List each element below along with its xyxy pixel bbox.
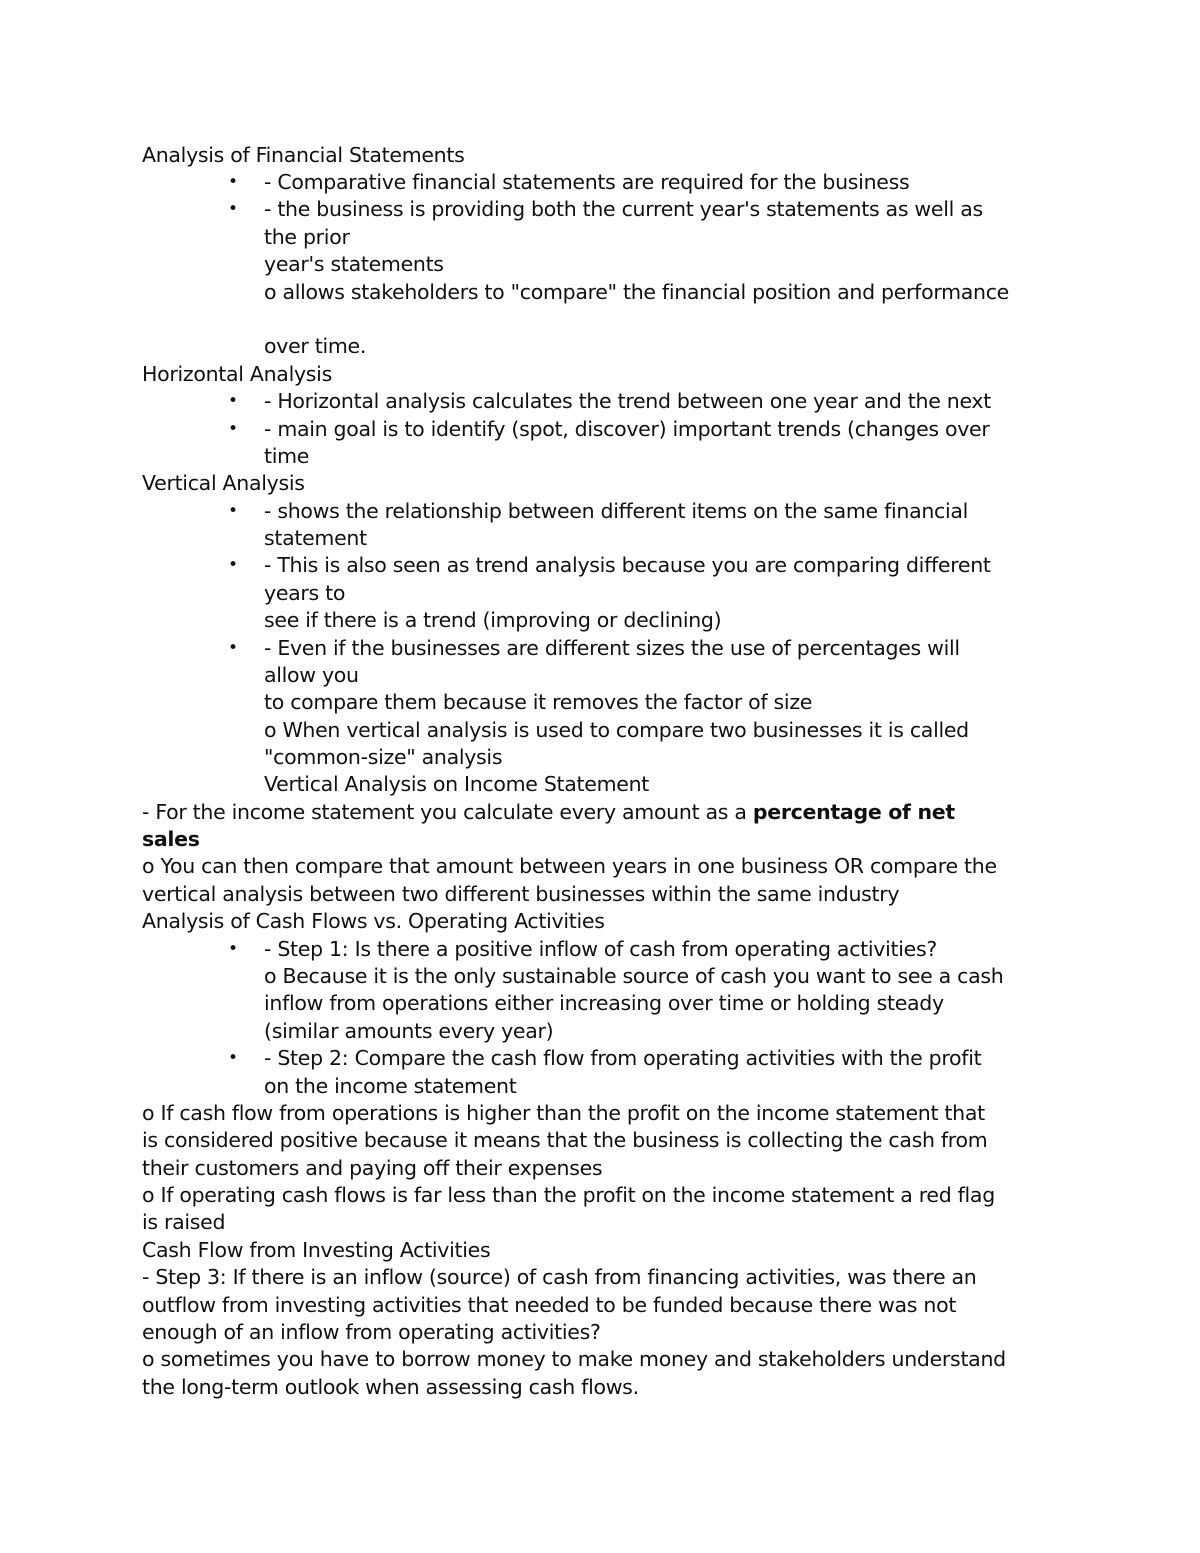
section-heading: Analysis of Financial Statements bbox=[142, 143, 465, 167]
section-heading: Analysis of Cash Flows vs. Operating Activities bbox=[142, 909, 605, 933]
bullet: • bbox=[228, 555, 239, 575]
text-line: on the income statement bbox=[264, 1074, 517, 1098]
bullet-text: - Step 1: Is there a positive inflow of cash from operating activities? bbox=[264, 937, 937, 961]
sub-point: o You can then compare that amount between years in one business OR compare the bbox=[142, 854, 997, 878]
text-line bbox=[142, 799, 955, 826]
text-line: their customers and paying off their expenses bbox=[142, 1156, 603, 1180]
bullet-text: - the business is providing both the current year's statements as well as bbox=[264, 197, 983, 221]
bullet-text: - This is also seen as trend analysis because you are comparing different bbox=[264, 553, 991, 577]
text-line: allow you bbox=[264, 663, 359, 687]
text-line: is raised bbox=[142, 1210, 226, 1234]
sub-point: o When vertical analysis is used to compare two businesses it is called bbox=[264, 718, 969, 742]
bullet: • bbox=[228, 172, 239, 192]
sub-point: o If cash flow from operations is higher than the profit on the income statement that bbox=[142, 1101, 985, 1125]
bullet: • bbox=[228, 501, 239, 521]
bullet-text: - Even if the businesses are different sizes the use of percentages will bbox=[264, 636, 960, 660]
text-line: year's statements bbox=[264, 252, 444, 276]
bold-phrase: percentage of net bbox=[752, 800, 955, 824]
bullet: • bbox=[228, 939, 239, 959]
bullet: • bbox=[228, 1048, 239, 1068]
text-line: - Step 3: If there is an inflow (source) of cash from financing activities, was there an bbox=[142, 1265, 977, 1289]
bullet: • bbox=[228, 419, 239, 439]
text-line: "common-size" analysis bbox=[264, 745, 503, 769]
text-line: (similar amounts every year) bbox=[264, 1019, 554, 1043]
text-line: enough of an inflow from operating activities? bbox=[142, 1320, 601, 1344]
bullet: • bbox=[228, 391, 239, 411]
text-line: see if there is a trend (improving or declining) bbox=[264, 608, 722, 632]
text-span: - For the income statement you calculate every amount as a bbox=[142, 800, 753, 824]
text-line: the long-term outlook when assessing cash flows. bbox=[142, 1375, 639, 1399]
text-line: over time. bbox=[264, 334, 367, 358]
text-line: statement bbox=[264, 526, 367, 550]
sub-point: o allows stakeholders to "compare" the financial position and performance bbox=[264, 280, 1009, 304]
text-line: to compare them because it removes the factor of size bbox=[264, 690, 813, 714]
bold-phrase: sales bbox=[142, 827, 200, 851]
section-heading: Horizontal Analysis bbox=[142, 362, 332, 386]
bullet-text: - main goal is to identify (spot, discover) important trends (changes over bbox=[264, 417, 990, 441]
sub-point: o Because it is the only sustainable source of cash you want to see a cash bbox=[264, 964, 1004, 988]
bullet: • bbox=[228, 199, 239, 219]
bullet-text: - shows the relationship between different items on the same financial bbox=[264, 499, 969, 523]
text-line: years to bbox=[264, 581, 346, 605]
section-heading: Cash Flow from Investing Activities bbox=[142, 1238, 491, 1262]
text-line: time bbox=[264, 444, 310, 468]
bullet-text: - Comparative financial statements are required for the business bbox=[264, 170, 910, 194]
text-line: outflow from investing activities that needed to be funded because there was not bbox=[142, 1293, 957, 1317]
bullet-text: - Horizontal analysis calculates the trend between one year and the next bbox=[264, 389, 991, 413]
text-line: the prior bbox=[264, 225, 350, 249]
sub-point: o sometimes you have to borrow money to make money and stakeholders understand bbox=[142, 1347, 1006, 1371]
bullet: • bbox=[228, 638, 239, 658]
sub-point: o If operating cash flows is far less than the profit on the income statement a red flag bbox=[142, 1183, 995, 1207]
subsection-heading: Vertical Analysis on Income Statement bbox=[264, 772, 650, 796]
section-heading: Vertical Analysis bbox=[142, 471, 305, 495]
text-line: is considered positive because it means that the business is collecting the cash from bbox=[142, 1128, 988, 1152]
bullet-text: - Step 2: Compare the cash flow from operating activities with the profit bbox=[264, 1046, 982, 1070]
text-line: inflow from operations either increasing over time or holding steady bbox=[264, 991, 944, 1015]
text-line: vertical analysis between two different businesses within the same industry bbox=[142, 882, 900, 906]
